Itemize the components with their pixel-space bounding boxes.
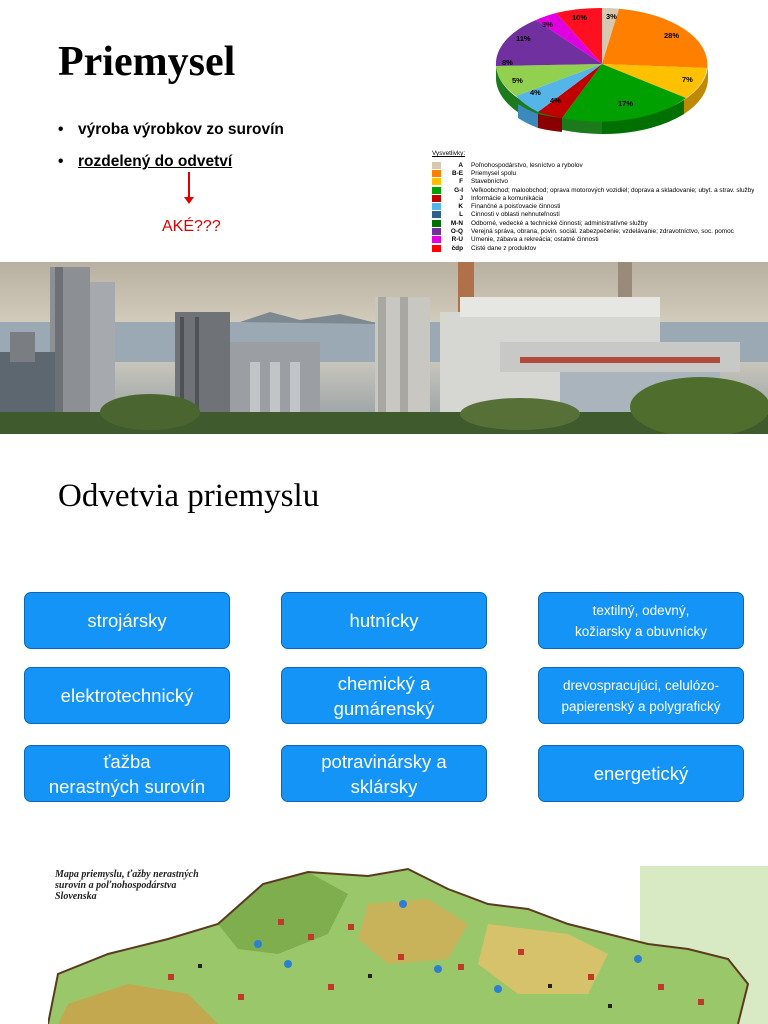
legend-swatch (432, 220, 441, 227)
legend-swatch (432, 178, 441, 185)
category-button-hutnicky[interactable]: hutnícky (281, 592, 487, 649)
category-button-chemicky[interactable]: chemický a gumárenský (281, 667, 487, 724)
legend-swatch (432, 170, 441, 177)
legend-item (432, 169, 768, 177)
pie-data-label: 4% (550, 96, 561, 105)
legend-swatch (432, 211, 441, 218)
slide-title: Priemysel (58, 39, 236, 85)
legend-code: čdp (451, 244, 463, 252)
legend-item (432, 194, 768, 202)
slide-title: Odvetvia priemyslu (58, 478, 320, 514)
legend-description: Umenie, zábava a rekreácia; ostatné činnosti (471, 236, 599, 244)
map-caption: Mapa priemyslu, ťažby nerastných surovín a poľnohospodárstva Slovenska (55, 869, 199, 902)
pie-data-label: 10% (572, 13, 588, 22)
legend-code: G-I (454, 186, 463, 194)
pie-data-label: 3% (606, 12, 617, 21)
legend-code: A (458, 161, 463, 169)
legend-title: Vysvetlivky: (432, 150, 466, 157)
legend-swatch (432, 162, 441, 169)
pie-data-label: 11% (516, 34, 531, 43)
bullet-item: • výroba výrobkov zo surovín (58, 120, 284, 152)
legend-description: Verejná správa, obrana, povin. sociál. zabezpečenie; vzdelávanie; zdravotníctvo, soc. pomoc (471, 228, 734, 236)
legend-description: Finančné a poisťovacie činnosti (471, 203, 561, 211)
legend-code: K (458, 203, 463, 211)
pie-slice (602, 9, 707, 68)
legend-code: R-U (451, 236, 463, 244)
pie-data-label: 3% (542, 20, 553, 29)
legend-item (432, 219, 768, 227)
legend-description: Činnosti v oblasti nehnuteľností (471, 211, 560, 219)
category-button-tazba[interactable]: ťažba nerastných surovín (24, 745, 230, 802)
legend-description: Poľnohospodárstvo, lesníctvo a rybolov (471, 161, 583, 169)
pie-data-label: 28% (664, 31, 680, 40)
down-arrow-icon (188, 172, 190, 202)
category-button-strojarsky[interactable]: strojársky (24, 592, 230, 649)
bullet-item: • rozdelený do odvetví (58, 152, 284, 184)
category-button-potravinarsky[interactable]: potravinársky a sklársky (281, 745, 487, 802)
legend-code: B-E (451, 169, 463, 177)
legend-swatch (432, 195, 441, 202)
legend-item (432, 202, 768, 210)
legend-item (432, 244, 768, 252)
legend-description: Stavebníctvo (471, 178, 508, 186)
factory-photo (0, 262, 768, 434)
category-button-textilny[interactable]: textilný, odevný, kožiarsky a obuvnícky (538, 592, 744, 649)
pie-chart (494, 6, 710, 136)
legend-item (432, 236, 768, 244)
chart-legend (432, 150, 768, 252)
legend-swatch (432, 228, 441, 235)
legend-swatch (432, 203, 441, 210)
bullet-list (58, 120, 284, 184)
pie-data-label: 5% (512, 76, 523, 85)
legend-item (432, 161, 768, 169)
legend-description: Priemysel spolu (471, 169, 517, 177)
pie-data-label: 17% (618, 99, 634, 108)
category-button-energeticky[interactable]: energetický (538, 745, 744, 802)
legend-item (432, 211, 768, 219)
legend-code: O-Q (450, 228, 463, 236)
legend-description: Informácie a komunikácia (471, 194, 544, 202)
legend-item (432, 227, 768, 235)
pie-data-label: 8% (502, 58, 513, 67)
legend-code: M-N (450, 219, 463, 227)
category-button-drevospracujuci[interactable]: drevospracujúci, celulózo- papierenský a polygrafický (538, 667, 744, 724)
legend-description: Veľkoobchod; maloobchod; oprava motorových vozidiel; doprava a skladovanie; ubyt. a strav. služby (471, 186, 755, 194)
legend-description: Čisté dane z produktov (471, 244, 537, 252)
legend-swatch (432, 187, 441, 194)
pie-data-label: 4% (530, 88, 541, 97)
legend-item (432, 178, 768, 186)
legend-description: Odborné, vedecké a technické činnosti; administratívne služby (471, 219, 648, 227)
legend-code: J (459, 194, 463, 202)
question-text: AKÉ??? (162, 218, 221, 235)
legend-swatch (432, 245, 441, 252)
legend-code: L (459, 211, 463, 219)
legend-item (432, 186, 768, 194)
legend-swatch (432, 236, 441, 243)
pie-data-label: 7% (682, 75, 693, 84)
legend-code: F (459, 178, 463, 186)
category-button-elektrotechnicky[interactable]: elektrotechnický (24, 667, 230, 724)
